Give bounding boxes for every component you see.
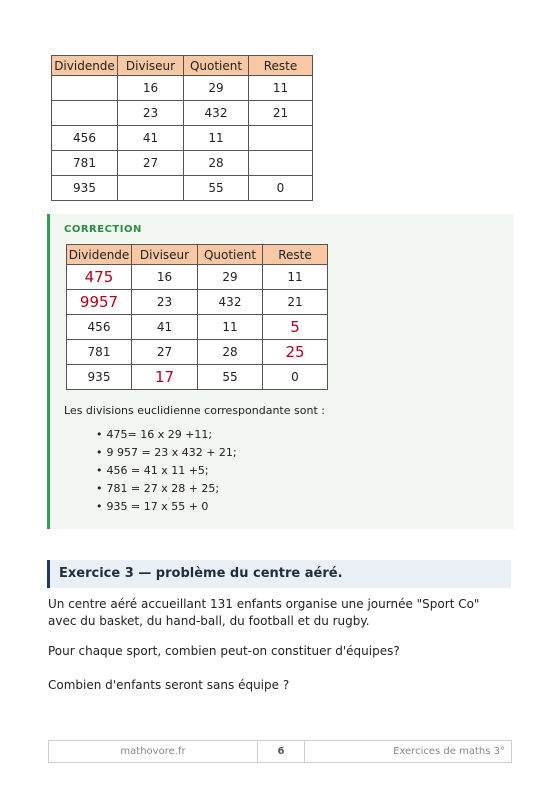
table-row — [67, 315, 328, 340]
table-cell: 432 — [184, 101, 249, 126]
exercise-title: Exercice 3 — problème du centre aéré. — [59, 566, 343, 581]
footer-site: mathovore.fr — [120, 746, 186, 757]
list-item: • 475= 16 x 29 +11; — [96, 426, 237, 444]
table-cell: 11 — [263, 265, 328, 290]
correction-title: CORRECTION — [64, 224, 142, 235]
table-cell: 28 — [198, 340, 263, 365]
table-cell — [52, 76, 118, 101]
table-cell: 23 — [118, 101, 184, 126]
table-cell: 935 — [52, 176, 118, 201]
table-cell — [249, 151, 313, 176]
table-row — [67, 340, 328, 365]
exercise-paragraph: Un centre aéré accueillant 131 enfants organise une journée "Sport Co" avec du basket, du hand-ball, du football et du rugby. — [48, 597, 480, 628]
header-reste: Reste — [249, 56, 313, 76]
footer-label: Exercices de maths 3° — [393, 746, 505, 757]
table-cell: 41 — [118, 126, 184, 151]
table-cell: 0 — [263, 365, 328, 390]
list-item: • 456 = 41 x 11 +5; — [96, 462, 237, 480]
answer-cell: 5 — [263, 315, 328, 340]
table-row — [67, 290, 328, 315]
header-dividende: Dividende — [52, 56, 118, 76]
list-item: • 9 957 = 23 x 432 + 21; — [96, 444, 237, 462]
table-cell: 55 — [198, 365, 263, 390]
answer-cell: 9957 — [67, 290, 132, 315]
answer-cell: 475 — [67, 265, 132, 290]
table-cell — [249, 126, 313, 151]
table-cell — [118, 176, 184, 201]
header-diviseur: Diviseur — [132, 245, 198, 265]
table-cell: 27 — [132, 340, 198, 365]
header-dividende: Dividende — [67, 245, 132, 265]
list-item: • 935 = 17 x 55 + 0 — [96, 498, 237, 516]
table-cell: 41 — [132, 315, 198, 340]
table-row — [52, 101, 313, 126]
table-cell: 11 — [198, 315, 263, 340]
exercise-question: Combien d'enfants seront sans équipe ? — [48, 678, 290, 692]
correction-intro: Les divisions euclidienne correspondante sont : — [64, 404, 325, 417]
header-quotient: Quotient — [198, 245, 263, 265]
table-row — [52, 76, 313, 101]
table-row — [52, 126, 313, 151]
table-row — [52, 151, 313, 176]
exercise-question: Pour chaque sport, combien peut-on constituer d'équipes? — [48, 644, 400, 658]
header-diviseur: Diviseur — [118, 56, 184, 76]
table-cell: 29 — [184, 76, 249, 101]
table-cell: 0 — [249, 176, 313, 201]
correction-table — [66, 244, 328, 390]
table-cell: 781 — [52, 151, 118, 176]
table-row — [67, 265, 328, 290]
answer-cell: 25 — [263, 340, 328, 365]
table-cell: 28 — [184, 151, 249, 176]
correction-box — [47, 214, 514, 529]
table-row — [52, 176, 313, 201]
table-cell: 23 — [132, 290, 198, 315]
list-item: • 781 = 27 x 28 + 25; — [96, 480, 237, 498]
division-list — [96, 426, 237, 516]
table-cell: 27 — [118, 151, 184, 176]
page-footer — [48, 740, 512, 763]
table-cell: 781 — [67, 340, 132, 365]
header-quotient: Quotient — [184, 56, 249, 76]
table-cell: 21 — [263, 290, 328, 315]
table-cell: 935 — [67, 365, 132, 390]
table-cell: 456 — [52, 126, 118, 151]
table-cell: 456 — [67, 315, 132, 340]
footer-page-number: 6 — [257, 741, 305, 762]
header-reste: Reste — [263, 245, 328, 265]
table-cell: 11 — [184, 126, 249, 151]
table-cell: 16 — [118, 76, 184, 101]
table-cell: 55 — [184, 176, 249, 201]
table-cell: 21 — [249, 101, 313, 126]
table-cell: 16 — [132, 265, 198, 290]
exercise-table — [51, 55, 313, 201]
exercise-heading — [47, 560, 511, 588]
table-cell: 432 — [198, 290, 263, 315]
table-cell: 29 — [198, 265, 263, 290]
table-cell — [52, 101, 118, 126]
table-row — [67, 365, 328, 390]
table-cell: 11 — [249, 76, 313, 101]
answer-cell: 17 — [132, 365, 198, 390]
